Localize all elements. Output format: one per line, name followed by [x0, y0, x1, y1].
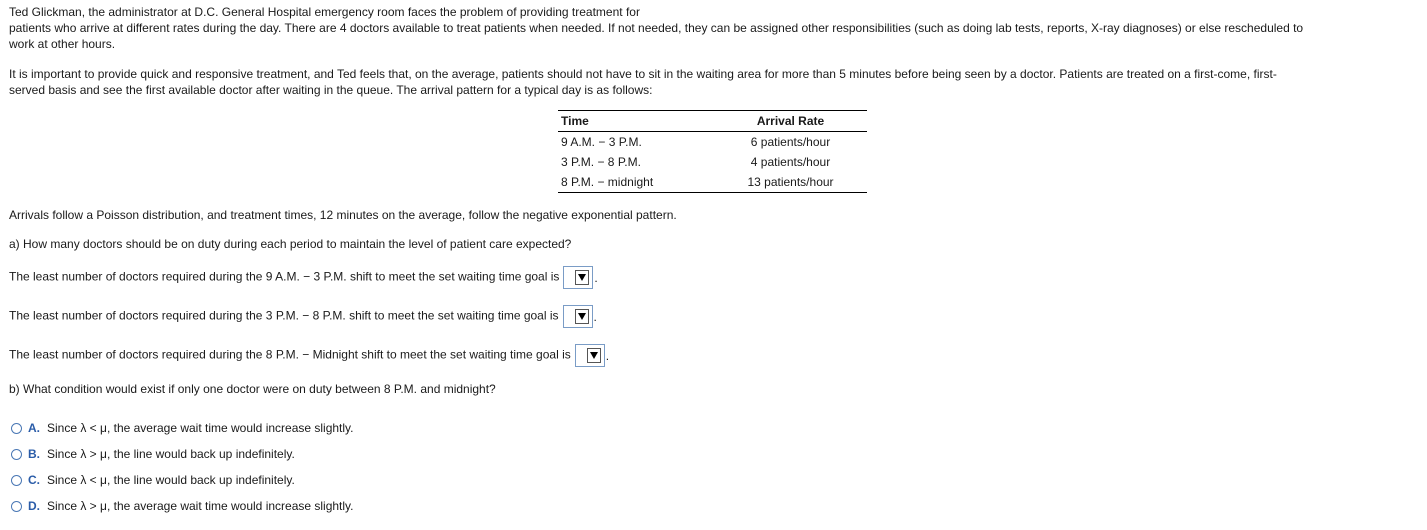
- row-time: 8 P.M. − midnight: [558, 172, 714, 193]
- option-text: Since λ < μ, the average wait time would increase slightly.: [47, 421, 354, 435]
- doctors-3pm-8pm-dropdown[interactable]: [563, 305, 593, 328]
- arrival-rate-table: [558, 110, 867, 193]
- header-arrival-rate: Arrival Rate: [714, 111, 867, 132]
- option-a[interactable]: [11, 420, 354, 436]
- row-rate: 13 patients/hour: [714, 172, 867, 193]
- row-rate: 4 patients/hour: [750, 155, 831, 169]
- radio-icon[interactable]: [11, 423, 22, 434]
- question-2-text: The least number of doctors required during the 3 P.M. − 8 P.M. shift to meet the set waiting time goal is: [9, 308, 559, 323]
- option-d[interactable]: [11, 498, 354, 514]
- radio-icon[interactable]: [11, 449, 22, 460]
- problem-paragraph-2: [9, 66, 1409, 98]
- intro-line-3: work at other hours.: [9, 37, 116, 51]
- option-b[interactable]: [11, 446, 295, 462]
- table-row: [558, 152, 867, 172]
- question-line-3: [9, 344, 609, 367]
- option-letter: C.: [28, 473, 40, 487]
- part-b-question: b) What condition would exist if only one doctor were on duty between 8 P.M. and midnight?: [9, 382, 496, 396]
- header-time: Time: [558, 111, 714, 132]
- option-text: Since λ > μ, the average wait time would increase slightly.: [47, 499, 354, 513]
- option-text: Since λ > μ, the line would back up indefinitely.: [47, 447, 295, 461]
- para2-line-1: It is important to provide quick and responsive treatment, and Ted feels that, on the average, patients should not have to sit in the waiting area for more than 5 minutes before being seen by a doctor. Patients are treated on a first-come, first-: [9, 67, 1277, 81]
- part-a-question: a) How many doctors should be on duty during each period to maintain the level of patient care expected?: [9, 237, 572, 251]
- question-line-2: [9, 305, 597, 328]
- doctors-9am-3pm-dropdown[interactable]: [563, 266, 593, 289]
- question-line-1: [9, 266, 598, 289]
- dropdown-arrow-icon[interactable]: [587, 348, 601, 363]
- radio-icon[interactable]: [11, 475, 22, 486]
- para2-line-2: served basis and see the first available doctor after waiting in the queue. The arrival pattern for a typical day is as follows:: [9, 83, 653, 97]
- radio-icon[interactable]: [11, 501, 22, 512]
- option-letter: B.: [28, 447, 40, 461]
- option-c[interactable]: [11, 472, 295, 488]
- period: .: [605, 348, 610, 363]
- dropdown-arrow-icon[interactable]: [575, 270, 589, 285]
- dropdown-arrow-icon[interactable]: [575, 309, 589, 324]
- row-rate: 6 patients/hour: [750, 135, 831, 149]
- option-text: Since λ < μ, the line would back up indefinitely.: [47, 473, 295, 487]
- arrivals-text: Arrivals follow a Poisson distribution, and treatment times, 12 minutes on the average, follow the negative exponential pattern.: [9, 208, 677, 222]
- intro-line-2: patients who arrive at different rates during the day. There are 4 doctors available to treat patients when needed. If not needed, they can be assigned other responsibilities (such as doing lab tests, reports, X-ray diagnoses) or else rescheduled to: [9, 21, 1304, 35]
- option-letter: A.: [28, 421, 40, 435]
- row-time: 9 A.M. − 3 P.M.: [561, 135, 642, 149]
- period: .: [593, 309, 597, 324]
- doctors-8pm-midnight-dropdown[interactable]: [575, 344, 605, 367]
- row-time: 3 P.M. − 8 P.M.: [561, 155, 641, 169]
- intro-line-1: Ted Glickman, the administrator at D.C. General Hospital emergency room faces the problem of providing treatment for: [9, 5, 640, 19]
- question-1-text: The least number of doctors required during the 9 A.M. − 3 P.M. shift to meet the set waiting time goal is: [9, 269, 560, 284]
- table-row: [558, 132, 867, 153]
- table-row: [558, 172, 867, 193]
- question-3-text: The least number of doctors required during the 8 P.M. − Midnight shift to meet the set waiting time goal is: [9, 347, 571, 362]
- option-letter: D.: [28, 499, 40, 513]
- table-header-row: [558, 111, 867, 132]
- problem-intro: [9, 4, 1419, 52]
- period: .: [594, 270, 598, 285]
